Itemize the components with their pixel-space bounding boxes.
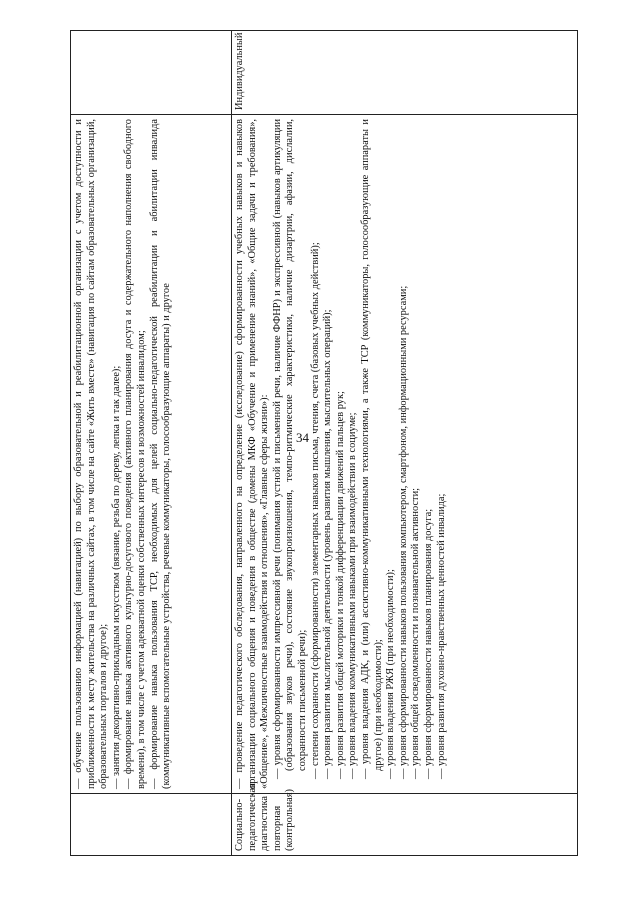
stage-cell-empty (71, 794, 232, 856)
content-item: — уровня владения РЖЯ (при необходимости); (385, 569, 397, 779)
content-cell (71, 115, 232, 794)
content-line: — формирование навыка активного культурно-досугового поведения (активного планирования досуга и содержательного наполнения свободного времени), в том числе с учетом адекватной оценки собственных интересов и возможностей инвалидом; (123, 119, 147, 789)
content-item: — степени сохранности (сформированности) элементарных навыков письма, чтения, счета (базовых учебных действий); (309, 242, 321, 779)
content-item: — уровня сформированности навыков пользования компьютером, смартфоном, информационными ресурсами; (397, 285, 409, 779)
content-line: — занятия декоративно-прикладным искусством (вязание, резьба по дереву, лепка и так далее); (110, 365, 122, 789)
content-item: — уровня развития духовно-нравственных ценностей инвалида; (435, 493, 447, 779)
form-cell-empty (71, 31, 232, 115)
content-item: — уровня сформированности импрессивной речи (понимания устной и письменной речи, наличие ФФНР) и экспрессивной (навыков артикуляции (образования звуков речи), состояние звукопроизношения, темпо-ритмические характеристики, наличие дизартрии, афазии, дислалии, сохранности письменной речи); (271, 119, 308, 779)
table-row (71, 31, 232, 856)
stage-cell: Социально-педагогическая диагностика повторная (контрольная) (232, 794, 578, 856)
table-row (232, 31, 578, 856)
content-cell (232, 115, 578, 794)
content-item: — уровня сформированности навыков планирования досуга; (422, 508, 434, 779)
content-item: — уровня общей осведомленности и познавательной активности; (410, 487, 422, 779)
methods-table (70, 30, 578, 856)
rotated-table-wrapper (70, 30, 578, 856)
content-item: — уровня владения коммуникативными навыками при взаимодействии в социуме; (347, 412, 359, 779)
content-line: — обучение пользованию информацией (навигацией) по выбору образовательной и реабилитационной организации с учетом доступности и приближенности к месту жительства на различных сайтах, в том числе на сайте «Жить вместе» (навигация по сайтам образовательных организаций, образовательных порталов и другое); (73, 119, 110, 789)
content-item: — уровня развития общей моторики и тонкой дифференциации движений пальцев рук; (334, 391, 346, 779)
content-item: — уровня владения АДК, и (или) ассистивно-коммуникативными технологиями, а также ТСР (коммуникаторы, голосообразующие аппараты и другое) (при необходимости); (359, 119, 384, 779)
content-item: — уровня развития мыслительной деятельности (уровень развития мышления, мыслительных операций); (322, 309, 334, 779)
content-line: — формирование навыка пользования ТСР, необходимых для целей социально-педагогической реабилитации и абилитации инвалида (коммуникативные вспомогательные устройства, речевые коммуникаторы, голосообразующие аппараты) и другое (148, 119, 173, 789)
content-intro: — проведение педагогического обследования, направленного на определение (исследование) сформированности учебных навыков и навыков организации социального общения и поведения в обществе (домены МКФ «Обучение и применение знаний», «Общие задачи и требования», «Общение», «Межличностные взаимодействия и отношения», «Главные сферы жизни»): (234, 119, 271, 789)
page-number: 34 (296, 430, 309, 445)
form-cell: Индивидуальный (232, 31, 578, 115)
